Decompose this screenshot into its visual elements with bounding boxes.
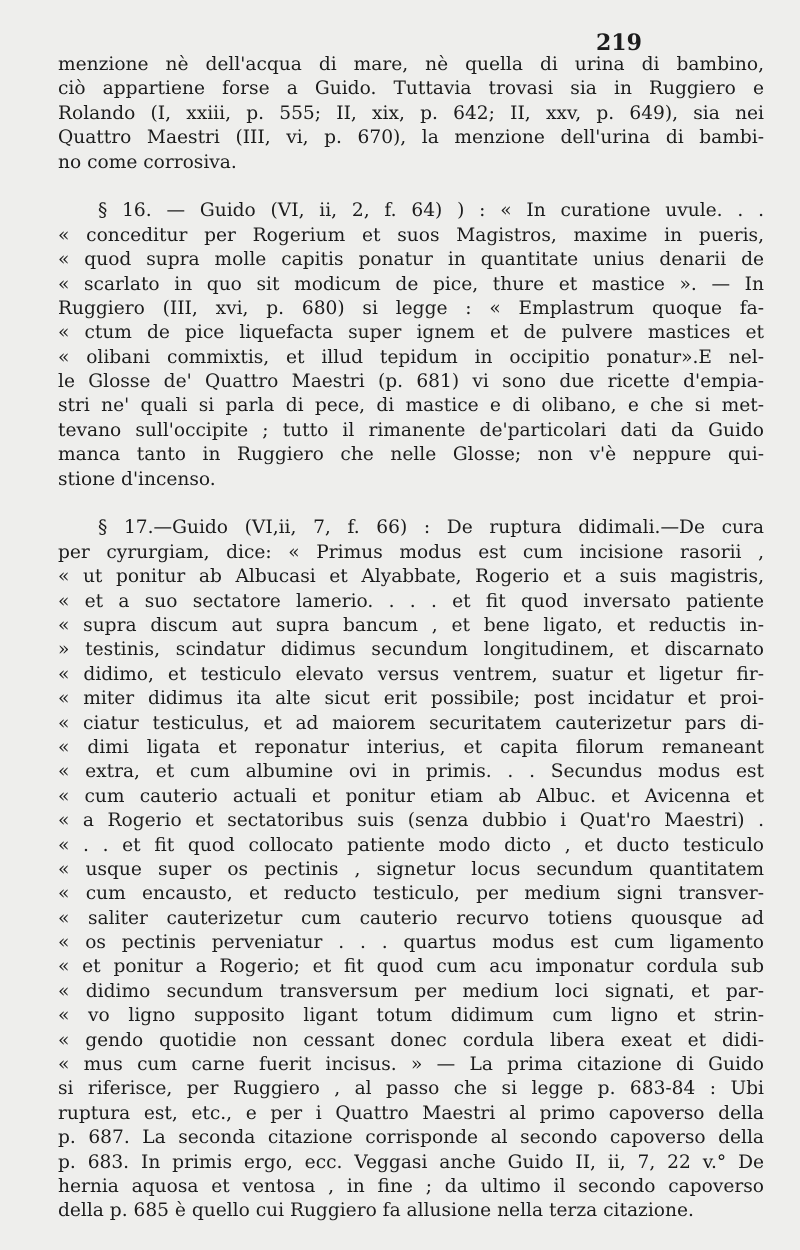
text-line: Rolando (I, xxiii, p. 555; II, xix, p. 642; II, xxv, p. 649), sia nei: [58, 102, 764, 124]
text-line: « ctum de pice liquefacta super ignem et de pulvere mastices et: [58, 322, 764, 344]
text-line: menzione nè dell'acqua di mare, nè quella di urina di bambino,: [58, 54, 764, 75]
text-line: « cum encausto, et reducto testiculo, per medium signi transver-: [58, 883, 764, 905]
text-line: Quattro Maestri (III, vi, p. 670), la menzione dell'urina di bambi-: [58, 127, 764, 149]
text-line: ciò appartiene forse a Guido. Tuttavia trovasi sia in Ruggiero e: [58, 78, 764, 100]
text-line: della p. 685 è quello cui Ruggiero fa allusione nella terza citazione.: [58, 1200, 694, 1222]
text-line: le Glosse de' Quattro Maestri (p. 681) vi sono due ricette d'empia-: [58, 371, 764, 393]
text-line: « conceditur per Rogerium et suos Magistros, maxime in pueris,: [58, 224, 764, 246]
text-line: Ruggiero (III, xvi, p. 680) si legge : « Emplastrum quoque fa-: [58, 297, 764, 319]
text-line: « saliter cauterizetur cum cauterio recurvo totiens quousque ad: [58, 907, 764, 929]
paragraph-gap: [58, 492, 764, 516]
text-line: « ciatur testiculus, et ad maiorem securitatem cauterizetur pars di-: [58, 712, 764, 734]
text-line: « usque super os pectinis , signetur locus secundum quantitatem: [58, 858, 764, 880]
text-line: § 17.—Guido (VI,ii, 7, f. 66) : De ruptura didimali.—De cura: [98, 517, 764, 539]
text-line: « olibani commixtis, et illud tepidum in occipitio ponatur».E nel-: [58, 346, 764, 368]
text-line: « dimi ligata et reponatur interius, et capita filorum remaneant: [58, 736, 764, 758]
text-line: « et a suo sectatore lamerio. . . . et fit quod inversato patiente: [58, 590, 764, 612]
text-line: « didimo secundum transversum per medium loci signati, et par-: [58, 980, 764, 1002]
text-line: « mus cum carne fuerit incisus. » — La prima citazione di Guido: [58, 1054, 764, 1076]
text-line: « a Rogerio et sectatoribus suis (senza dubbio i Quat'ro Maestri) .: [58, 810, 764, 832]
text-line: « vo ligno supposito ligant totum didimum cum ligno et strin-: [58, 1005, 764, 1027]
text-line: « os pectinis perveniatur . . . quartus modus est cum ligamento: [58, 932, 764, 954]
text-line: « didimo, et testiculo elevato versus ventrem, suatur et ligetur fir-: [58, 663, 764, 685]
text-line: « supra discum aut supra bancum , et bene ligato, et reductis in-: [58, 614, 764, 636]
text-line: « extra, et cum albumine ovi in primis. . . Secundus modus est: [58, 761, 764, 783]
text-line: p. 683. In primis ergo, ecc. Veggasi anche Guido II, ii, 7, 22 v.° De: [58, 1151, 764, 1173]
text-line: si riferisce, per Ruggiero , al passo che si legge p. 683-84 : Ubi: [58, 1078, 764, 1100]
text-line: « ut ponitur ab Albucasi et Alyabbate, Rogerio et a suis magistris,: [58, 566, 764, 588]
paragraph-gap: [58, 175, 764, 199]
text-line: § 16. — Guido (VI, ii, 2, f. 64) ) : « In curatione uvule. . .: [98, 200, 764, 222]
text-line: stri ne' quali si parla di pece, di mastice e di olibano, e che si met-: [58, 395, 764, 417]
text-line: no come corrosiva.: [58, 151, 237, 173]
text-line: manca tanto in Ruggiero che nelle Glosse; non v'è neppure qui-: [58, 444, 764, 466]
text-line: « et ponitur a Rogerio; et fit quod cum acu imponatur cordula sub: [58, 956, 764, 978]
text-line: stione d'incenso.: [58, 468, 216, 490]
text-line: per cyrurgiam, dice: « Primus modus est cum incisione rasorii ,: [58, 541, 764, 563]
text-line: « quod supra molle capitis ponatur in quantitate unius denarii de: [58, 249, 764, 271]
text-line: « gendo quotidie non cessant donec cordula libera exeat et didi-: [58, 1029, 764, 1051]
text-line: « cum cauterio actuali et ponitur etiam ab Albuc. et Avicenna et: [58, 785, 764, 807]
page-number: 219: [596, 30, 642, 56]
text-line: « . . et fit quod collocato patiente modo dicto , et ducto testiculo: [58, 834, 764, 856]
text-line: « scarlato in quo sit modicum de pice, thure et mastice ». — In: [58, 273, 764, 295]
text-line: p. 687. La seconda citazione corrisponde al secondo capoverso della: [58, 1127, 764, 1149]
text-line: ruptura est, etc., e per i Quattro Maestri al primo capoverso della: [58, 1102, 764, 1124]
text-line: » testinis, scindatur didimus secundum longitudinem, et discarnato: [58, 639, 764, 661]
text-line: « miter didimus ita alte sicut erit possibile; post incidatur et proi-: [58, 688, 764, 710]
body-text: [58, 53, 764, 1224]
text-line: tevano sull'occipite ; tutto il rimanente de'particolari dati da Guido: [58, 419, 764, 441]
text-line: hernia aquosa et ventosa , in fine ; da ultimo il secondo capoverso: [58, 1175, 764, 1197]
